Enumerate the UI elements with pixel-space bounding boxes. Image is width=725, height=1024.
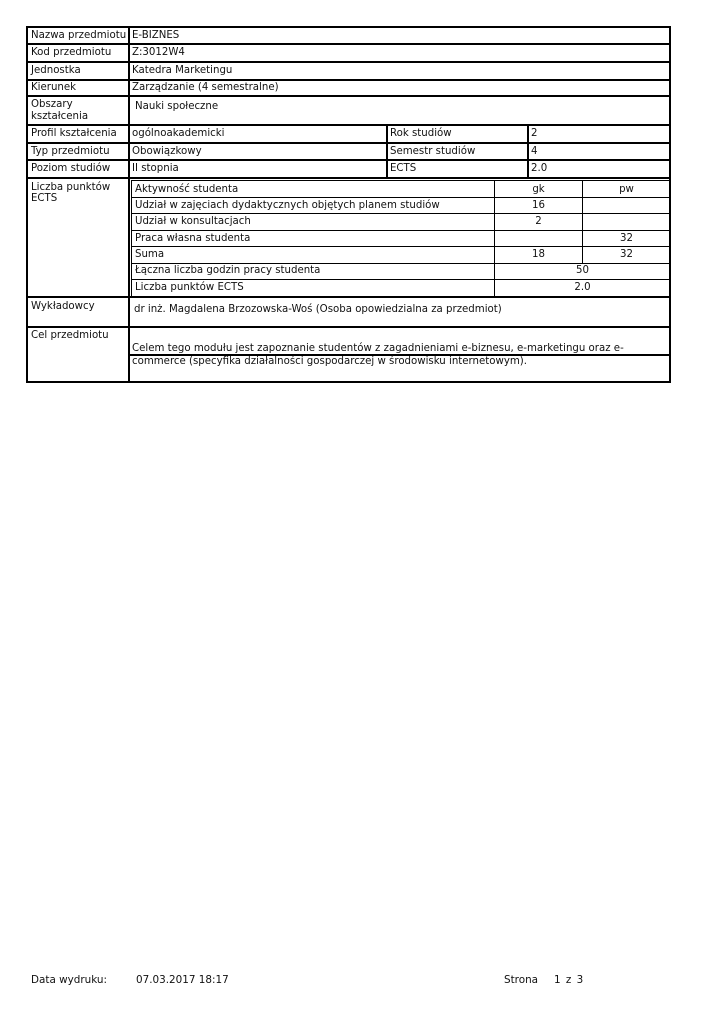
- ects-row-gk: 2: [535, 216, 542, 227]
- value-ects: 2.0: [531, 163, 548, 174]
- ects-row-activity: Udział w konsultacjach: [135, 216, 251, 227]
- value-wykladowcy: dr inż. Magdalena Brzozowska-Woś (Osoba opowiedzialna za przedmiot): [134, 304, 502, 315]
- value-typ: Obowiązkowy: [132, 146, 202, 157]
- value-profil: ogólnoakademicki: [132, 128, 225, 139]
- label-obszary-line2: kształcenia: [31, 111, 89, 122]
- ects-row-pw: 32: [620, 249, 633, 260]
- ects-row-gk: 16: [532, 200, 545, 211]
- value-semestr: 4: [531, 146, 538, 157]
- value-cel: Celem tego modułu jest zapoznanie studentów z zagadnieniami e-biznesu, e-marketingu oraz e-commerce (specyfika działalności gospodarczej w środowisku internetowym).: [132, 343, 624, 367]
- label-rok: Rok studiów: [390, 128, 452, 139]
- label-ects-points-line1: Liczba punktów: [31, 182, 111, 193]
- ects-row-gk: 18: [532, 249, 545, 260]
- label-ects: ECTS: [390, 163, 417, 174]
- ects-row-activity: Praca własna studenta: [135, 233, 251, 244]
- label-kierunek: Kierunek: [31, 82, 77, 93]
- label-poziom: Poziom studiów: [31, 163, 111, 174]
- ects-row-activity: Udział w zajęciach dydaktycznych objętych planem studiów: [135, 200, 440, 211]
- label-ects-points-line2: ECTS: [31, 193, 58, 204]
- label-jednostka: Jednostka: [31, 65, 81, 76]
- label-typ: Typ przedmiotu: [31, 146, 110, 157]
- footer-print-date: 07.03.2017 18:17: [136, 974, 229, 986]
- label-nazwa: Nazwa przedmiotu: [31, 30, 127, 41]
- value-kierunek: Zarządzanie (4 semestralne): [132, 82, 279, 93]
- footer-print-label: Data wydruku:: [31, 974, 107, 986]
- ects-total-hours-value: 50: [576, 265, 589, 276]
- ects-header-pw: pw: [619, 184, 634, 195]
- label-obszary-line1: Obszary: [31, 99, 73, 110]
- value-rok: 2: [531, 128, 538, 139]
- value-poziom: II stopnia: [132, 163, 179, 174]
- value-kod: Z:3012W4: [132, 47, 185, 58]
- footer-page-value: 1 z 3: [554, 974, 584, 986]
- value-obszary: Nauki społeczne: [135, 101, 219, 112]
- ects-header-activity: Aktywność studenta: [135, 184, 239, 195]
- ects-total-points-value: 2.0: [574, 282, 591, 293]
- value-nazwa: E-BIZNES: [132, 30, 180, 41]
- value-jednostka: Katedra Marketingu: [132, 65, 233, 76]
- ects-header-gk: gk: [532, 184, 545, 195]
- label-profil: Profil kształcenia: [31, 128, 117, 139]
- footer-page-label: Strona: [504, 974, 539, 986]
- label-wykladowcy: Wykładowcy: [31, 301, 95, 312]
- ects-row-activity: Suma: [135, 249, 165, 260]
- ects-total-points-label: Liczba punktów ECTS: [135, 282, 244, 293]
- ects-total-hours-label: Łączna liczba godzin pracy studenta: [135, 265, 321, 276]
- ects-row-pw: 32: [620, 233, 633, 244]
- label-cel: Cel przedmiotu: [31, 330, 109, 341]
- label-semestr: Semestr studiów: [390, 146, 476, 157]
- label-kod: Kod przedmiotu: [31, 47, 112, 58]
